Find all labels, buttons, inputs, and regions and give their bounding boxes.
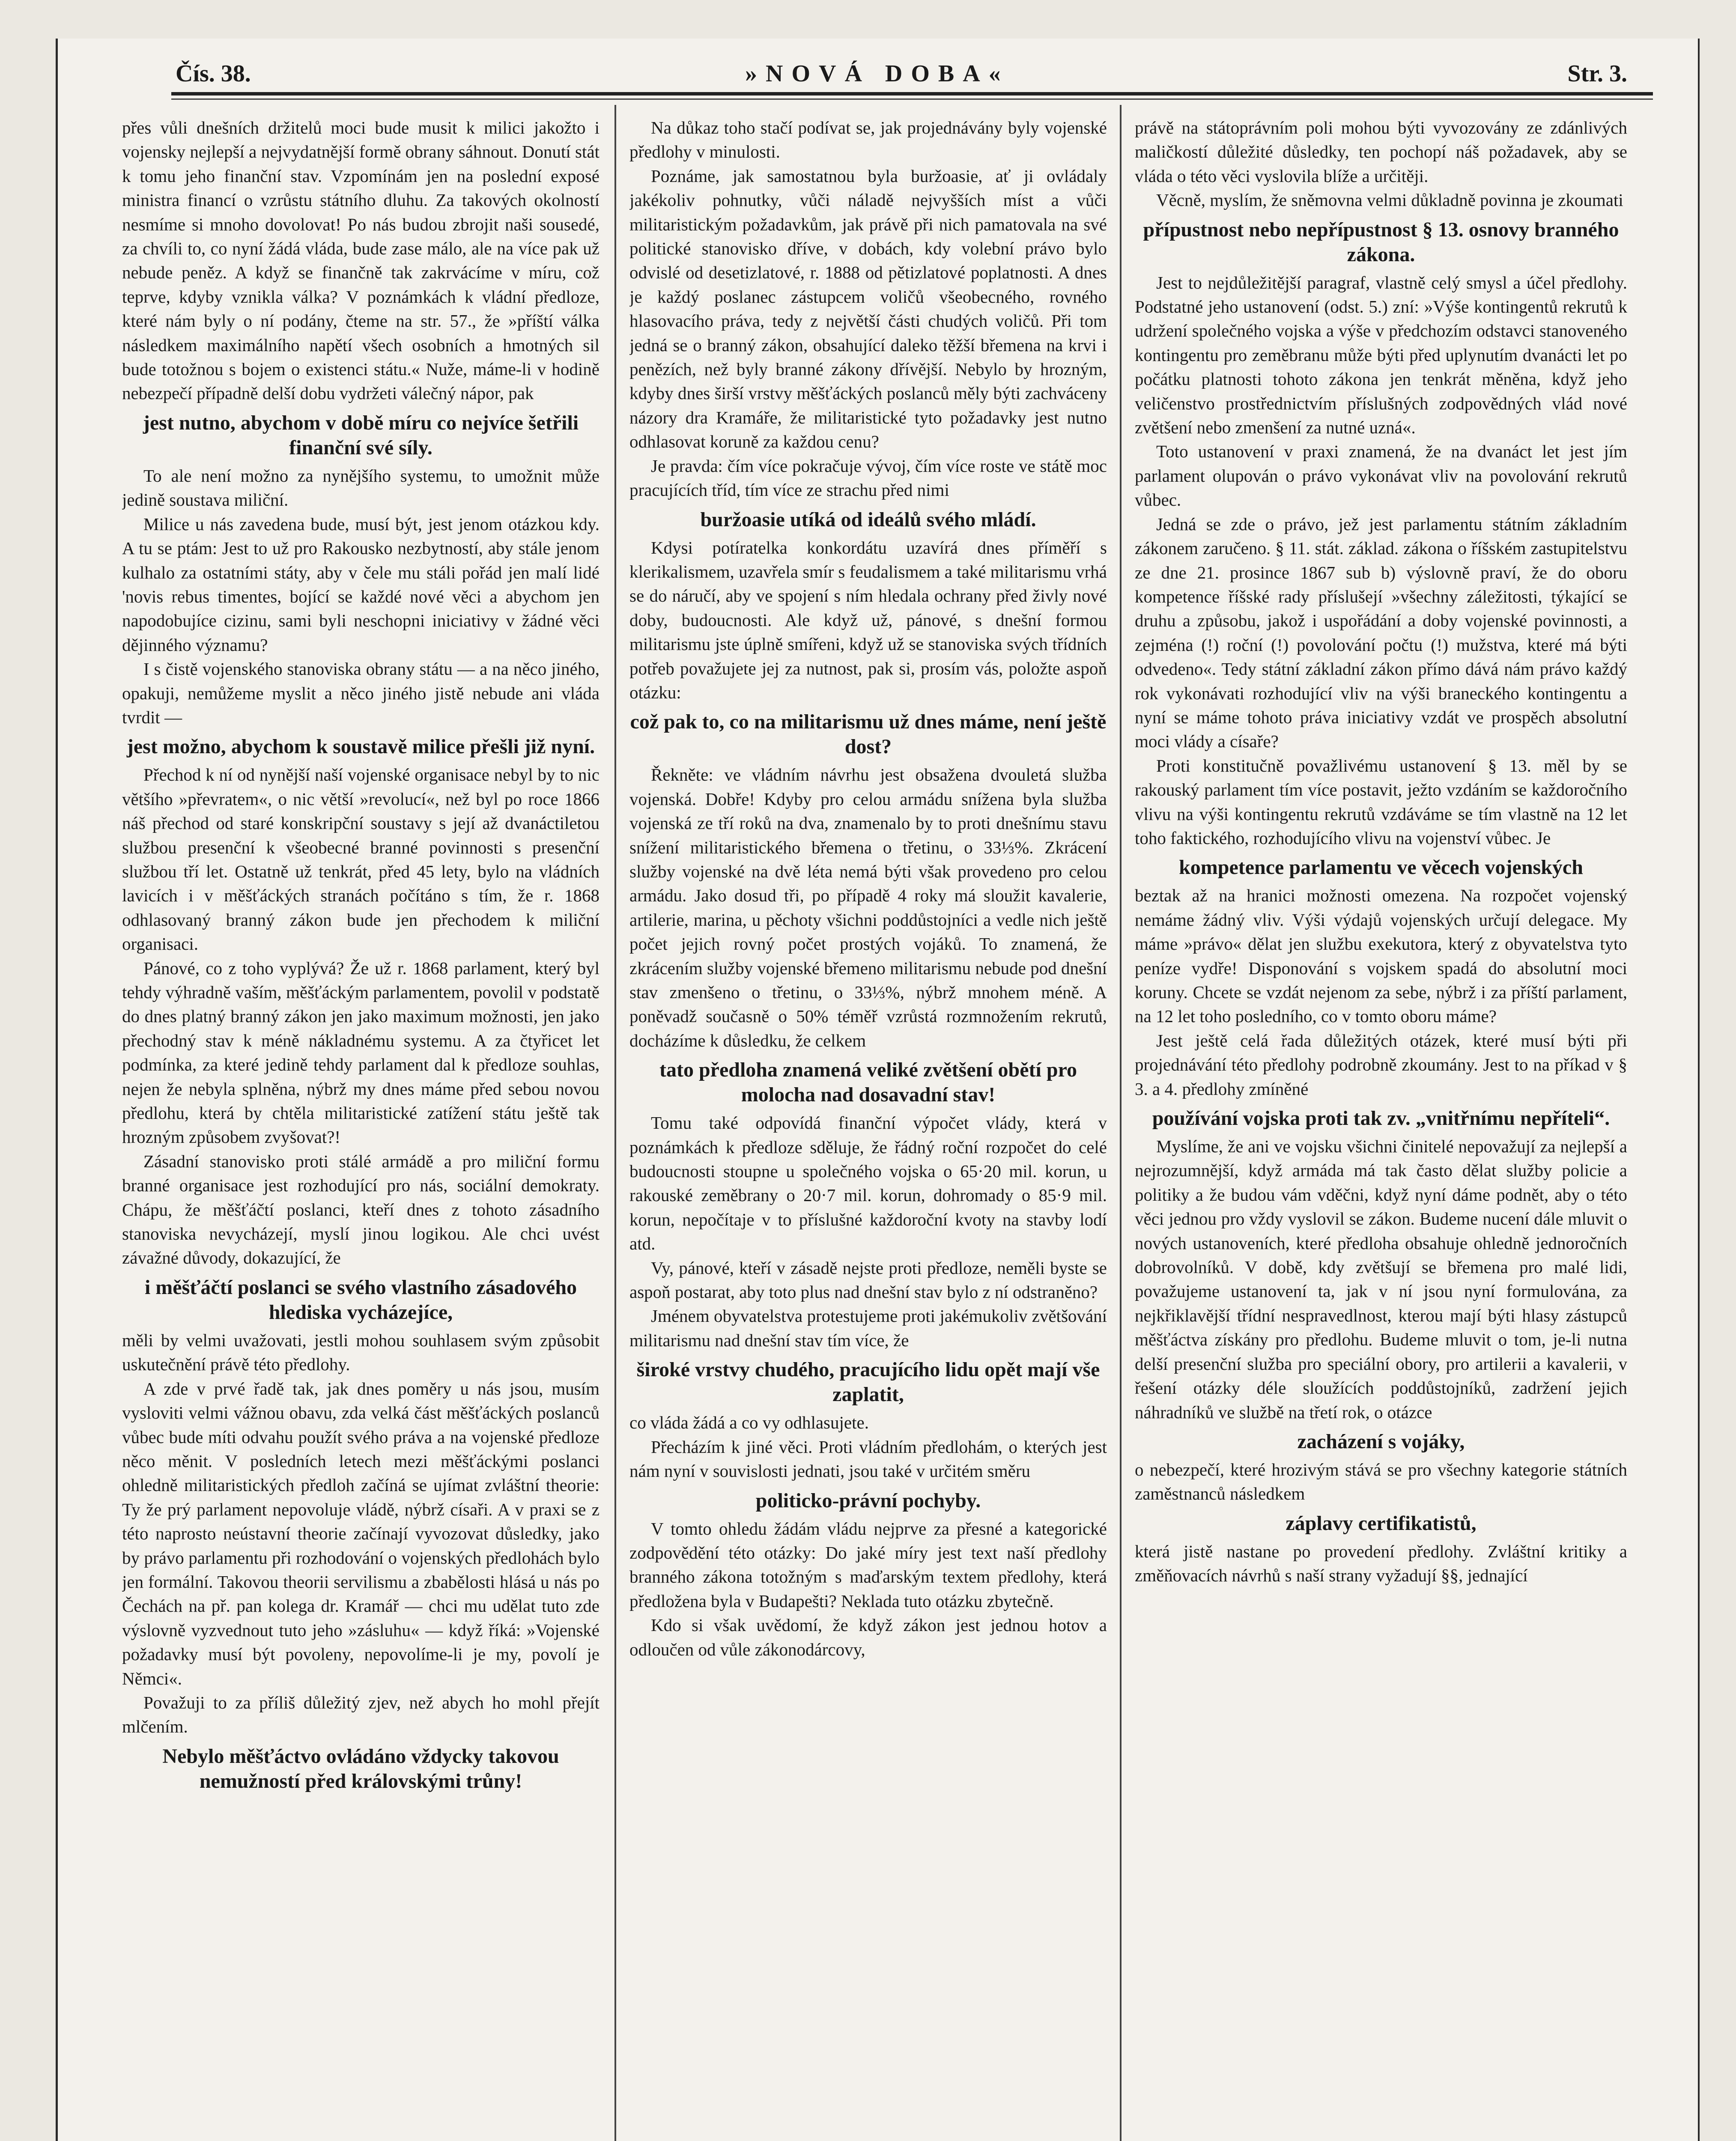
article-paragraph: Věcně, myslím, že sněmovna velmi důkladně povinna je zkoumati (1156, 190, 1623, 210)
article-paragraph: I s čistě vojenského stanoviska obrany státu — a na něco jiného, opakuji, nemůžeme myslit a něco jiného jistě nebude ani vláda tvrdit — (122, 659, 600, 727)
article-paragraph: Myslíme, že ani ve vojsku všichni činitelé nepovažují za nejlepší a nejrozumnější, když armáda má tak často dělat služby policie a politiky a že budou vám vděčni, když nyní dáme podnět, aby o této věci jednou pro vždy vyslovil se zákon. Budeme nucení dále mluvit o nových ustanoveních, které předloha obsahuje ohledně jednoročních dobrovolníků. V době, kdy zvětšují se břemena pro malé lidi, považujeme ustanovení ta, jak v ní jsou nyní formulována, za nejkřiklavější třídní nespravedlnost, kterou mají býti hlasy zástupců měšťáctva získány pro předlohu. Budeme mluvit o tom, je-li nutna delší presenční služba pro speciální obory, pro artilerii a kavalerii, v řešení otázky déle sloužících poddůstojníků, zadržení jejich náhradníků ve službě na třetí rok, o otázce (1135, 1136, 1627, 1422)
newspaper-title: »NOVÁ DOBA« (745, 60, 1009, 87)
section-heading: jest nutno, abychom v době míru co nejvíce šetřili finanční své síly. (143, 411, 579, 459)
article-paragraph: Toto ustanovení v praxi znamená, že na dvanáct let jest jím parlament olupován o právo vykonávat vliv na povolování rekrutů vůbec. (1135, 441, 1627, 510)
article-paragraph: A zde v prvé řadě tak, jak dnes poměry u nás jsou, musím vysloviti velmi vážnou obavu, zda velká část měšťáckých poslanců vůbec bude míti odvahu použít svého práva a na vojenské předloze něco měnit. V posledních letech mezi měšťáckými poslanci ohledně militaristických předloh začíná se ujímat zvláštní theorie: Ty že prý parlament nepovoluje vládě, nýbrž císaři. A v praxi se z této naprosto neústavní theorie začínají vyvozovat důsledky, jako by právo parlamentu při rozhodování o vojenských předlohách bylo jen formální. Takovou theorii servilismu a zbabělosti hlásá u nás po Čechách na př. pan kolega dr. Kramář — chci mu udělat tuto zde výslovně vyzvednout tuto jeho »zásluhu« — když říká: »Vojenské požadavky musí být povoleny, nepovolíme-li je my, povolí je Němci«. (122, 1378, 600, 1688)
section-heading: jest možno, abychom k soustavě milice přešli již nyní. (126, 735, 595, 758)
article-paragraph: Přecházím k jiné věci. Proti vládním předlohám, o kterých jest nám nyní v souvislosti jednati, jsou také v určitém směru (629, 1437, 1107, 1481)
article-paragraph: Je pravda: čím více pokračuje vývoj, čím více roste ve státě moc pracujících tříd, tím více ze strachu před nimi (629, 456, 1107, 500)
section-heading: kompetence parlamentu ve věcech vojenských (1179, 856, 1583, 879)
article-paragraph: Zásadní stanovisko proti stálé armádě a pro miliční formu branné organisace jest rozhodující pro nás, sociální demokraty. Chápu, že měšťáčtí poslanci, kteří dnes z tohoto zásadního stanoviska nevycházejí, myslí jinou logikou. Ale chci uvést závažné důvody, dokazující, že (122, 1151, 600, 1268)
section-heading: používání vojska proti tak zv. „vnitřnímu nepříteli“. (1152, 1107, 1610, 1130)
article-paragraph: měli by velmi uvažovati, jestli mohou souhlasem svým způsobit uskutečnění právě této předlohy. (122, 1330, 600, 1375)
section-heading: politicko-právní pochyby. (755, 1489, 981, 1512)
column-3 (1135, 116, 1627, 2141)
section-heading: buržoasie utíká od ideálů svého mládí. (700, 508, 1036, 531)
article-paragraph: Považuji to za příliš důležitý zjev, než abych ho mohl přejít mlčením. (122, 1692, 600, 1737)
column-separator (614, 105, 616, 2141)
section-heading: tato předloha znamená veliké zvětšení obětí pro molocha nad dosavadní stav! (659, 1059, 1077, 1106)
header-rule (171, 92, 1653, 95)
article-paragraph: Milice u nás zavedena bude, musí být, jest jenom otázkou kdy. A tu se ptám: Jest to už pro Rakousko nezbytností, aby stále jenom kulhalo za ostatními státy, aby v čele mu stáli pořád jen malí lidé 'novis rebus timentes, bojící se každé nové věci a abychom jen napodobujíce cizinu, sami byli neschopni iniciativy v žádné věci dějinného významu? (122, 514, 600, 655)
article-paragraph: beztak až na hranici možnosti omezena. Na rozpočet vojenský nemáme žádný vliv. Výši výdajů vojenských určují delegace. My máme »právo« dělat jen službu exekutora, který z obyvatelstva tyto peníze vydře! Disponování s vojskem spadá do absolutní moci koruny. Chcete se vzdát nejenom za sebe, nýbrž i za příští parlament, na 12 let toho posledního, co v tomto oboru máme? (1135, 886, 1627, 1026)
article-paragraph: Přechod k ní od nynější naší vojenské organisace nebyl by to nic většího »převratem«, o nic větší »revolucí«, než byl po roce 1866 náš přechod od staré konskripční soustavy s její až dvanáctiletou službou presenční k všeobecné branné povinnosti s presenční službou tří let. Ostatně už tenkrát, před 45 lety, bylo na vládních lavicích i v měšťáckých stranách počítáno s tím, že r. 1868 odhlasovaný branný zákon bude jen přechodem k miliční organisaci. (122, 765, 600, 954)
article-paragraph: Jest ještě celá řada důležitých otázek, které musí býti při projednávání této předlohy podrobně zkoumány. Jest to na příkad v § 3. a 4. předlohy zmíněné (1135, 1030, 1627, 1099)
article-paragraph: přes vůli dnešních držitelů moci bude musit k milici jakožto i vojensky nejlepší a nejvydatnější formě obrany sáhnout. Donutí stát k tomu jeho finanční stav. Vzpomínám jen na poslední exposé ministra financí o vzrůstu státního dluhu. Za takových okolností nesmíme si mnoho dovolovat! Po nás budou zbrojit naši sousedé, za chvíli to, co nyní žádá vláda, bude zase málo, ale na více pak už nebude peněz. A když se finančně tak zakrvácíme v míru, což teprve, kdyby vznikla válka? V poznámkách k vládní předloze, které nám byly o ní podány, čteme na str. 57., že »příští válka následkem maximálního napětí všech osobních a hmotných sil bude totožnou s bojem o existenci státu.« Nuže, máme-li v hodině nebezpečí případně delší dobu vydržeti válečný nápor, pak (122, 118, 600, 403)
article-paragraph: Kdo si však uvědomí, že když zákon jest jednou hotov a odloučen od vůle zákonodárcovy, (629, 1615, 1107, 1659)
masthead (124, 60, 1666, 94)
article-paragraph: Pánové, co z toho vyplývá? Že už r. 1868 parlament, který byl tehdy výhradně vaším, měšťáckým parlamentem, povolil v podstatě do dnes platný branný zákon jen jako maximum možnosti, jen jako přechodný stav k méně nákladnému systemu. A za čtyřicet let podmínka, za které jedině tehdy parlament dal k předloze souhlas, nejen že nebyla splněna, nýbrž my dnes máme před sebou novou předlohu, která by chtěla militaristické zatížení státu ještě tak hrozným způsobem zvyšovat?! (122, 958, 600, 1147)
section-heading: Nebylo měšťáctvo ovládáno vždycky takovou nemužností před královskými trůny! (162, 1744, 559, 1792)
article-paragraph: právě na státoprávním poli mohou býti vyvozovány ze zdánlivých maličkostí důležité důsledky, ten pochopí náš požadavek, aby se vláda o této věci vyslovila blíže a určitěji. (1135, 118, 1627, 186)
section-heading: i měšťáčtí poslanci se svého vlastního zásadového hlediska vycházejíce, (144, 1276, 577, 1324)
article-paragraph: Řekněte: ve vládním návrhu jest obsažena dvouletá služba vojenská. Dobře! Kdyby pro celou armádu snížena byla služba vojenská ze tří roků na dva, znamenalo by to proti dnešnímu stavu snížení militaristického břemena o třetinu, o 33⅓%. Zkrácení služby vojenské na dvě léta nemá býti však provedeno pro celou armádu. Jako dosud tři, po případě 4 roky má sloužit kavalerie, artilerie, marina, u pěchoty všichni poddůstojníci a vedle nich ještě počet jejich rovný počet prostých vojáků. To znamená, že zkrácením služby vojenské břemeno militarismu nebude pod dnešní stav zmenšeno o třetinu, o 33⅓%, nýbrž mnohem méně. A poněvadž současně o 50% téměř vzrůstá rozmnožením rekrutů, docházíme k důsledku, že celkem (629, 765, 1107, 1050)
section-heading: což pak to, co na militarismu už dnes máme, není ještě dost? (630, 710, 1107, 758)
section-heading: záplavy certifikatistů, (1286, 1512, 1476, 1535)
column-1 (122, 116, 600, 2141)
article-paragraph: co vláda žádá a co vy odhlasujete. (629, 1413, 869, 1433)
page-number: Str. 3. (1567, 60, 1627, 87)
section-heading: přípustnost nebo nepřípustnost § 13. osnovy branného zákona. (1143, 218, 1619, 266)
article-paragraph: Vy, pánové, kteří v zásadě nejste proti předloze, neměli byste se aspoň postarat, aby toto plus nad dnešní stav bylo z ní odstraněno? (629, 1258, 1107, 1302)
issue-number: Čís. 38. (176, 60, 251, 87)
section-heading: zacházení s vojáky, (1297, 1430, 1465, 1453)
article-paragraph: o nebezpečí, které hrozivým stává se pro všechny kategorie státních zaměstnanců následkem (1135, 1459, 1627, 1504)
header-rule-thin (171, 98, 1653, 100)
article-paragraph: V tomto ohledu žádám vládu nejprve za přesné a kategorické zodpovědění této otázky: Do jaké míry jest text naší předlohy branného zákona totožným s maďarským textem předlohy, která předložena byla v Budapešti? Neklada tuto otázku zbytečně. (629, 1518, 1107, 1611)
article-paragraph: která jistě nastane po provedení předlohy. Zvláštní kritiky a změňovacích návrhů s naší strany vyžadují §§, jednající (1135, 1541, 1627, 1586)
column-separator (1120, 105, 1122, 2141)
article-paragraph: Jedná se zde o právo, jež jest parlamentu státním základním zákonem zaručeno. § 11. stát. základ. zákona o říšském zastupitelstvu ze dne 21. prosince 1867 sub b) výslovně praví, že do oboru kompetence říšské rady příslušejí »všechny záležitosti, týkající se druhu a způsobu, jakož i uspořádání a doby vojenské povinnosti, a zejména (!) roční (!) povolování počtu (!) mužstva, které má býti odvedeno«. Tedy státní základní zákon přímo dává nám právo každý rok vykonávati rozhodující vliv na výši braneckého kontingentu a nyní se máme tohoto práva iniciativy vzdát ve prospěch absolutní moci vlády a císaře? (1135, 514, 1627, 751)
article-paragraph: Poznáme, jak samostatnou byla buržoasie, ať ji ovládaly jakékoliv pohnutky, vůči náladě nejvyšších míst a vůči militaristickým požadavkům, jak právě při nich pamatovala na své politické stanovisko dříve, v dobách, kdy volební právo bylo odvislé od desetizlatové, r. 1888 od pětizlatové poplatnosti. A dnes je každý poslanec zástupcem voličů všeobecného, rovného hlasovacího práva, tedy z největší části chudých voličů. Při tom jedná se o branný zákon, obsahující daleko těžší břemena na krvi i penězích, než byly branné zákony dřívější. Nebylo by hrozným, kdyby dnes širší vrstvy měšťáckých poslanců měly býti zachváceny názory dra Kramáře, že militaristické tyto požadavky jest nutno odhlasovat koruně za každou cenu? (629, 166, 1107, 452)
article-paragraph: Proti konstitučně považlivému ustanovení § 13. měl by se rakouský parlament tím více postavit, ježto vzdáním se každoročního vlivu na výši kontingentu rekrutů vzdáváme se tím vlastně na 12 let toho faktického, rozhodujícího vlivu na vojenství vůbec. Je (1135, 755, 1627, 848)
article-paragraph: Na důkaz toho stačí podívat se, jak projednávány byly vojenské předlohy v minulosti. (629, 118, 1107, 162)
article-paragraph: Tomu také odpovídá finanční výpočet vlády, která v poznámkách k předloze sděluje, že řádný roční rozpočet do celé budoucnosti stoupne u společného vojska o 65·20 mil. korun, u rakouské zeměbrany o 20·7 mil. korun, dohromady o 85·9 mil. korun, nepočítaje v to příslušné každoroční kvoty na stavby lodí atd. (629, 1113, 1107, 1254)
section-heading: široké vrstvy chudého, pracujícího lidu opět mají vše zaplatit, (636, 1358, 1100, 1406)
article-paragraph: Jest to nejdůležitější paragraf, vlastně celý smysl a účel předlohy. Podstatné jeho ustanovení (odst. 5.) zní: »Výše kontingentů rekrutů k udržení společného vojska a výše v předchozím odstavci stanoveného kontingentu pro zeměbranu může býti před uplynutím dvanácti let po počátku platnosti tohoto zákona jen tenkrát měněna, když jeho veličenstvo prostřednictvím příslušných zodpovědných vlád nové zvětšení nebo zmenšení za nutné uzná«. (1135, 272, 1627, 438)
article-paragraph: Jménem obyvatelstva protestujeme proti jakémukoliv zvětšování militarismu nad dnešní stav tím více, že (629, 1306, 1107, 1350)
column-2 (629, 116, 1107, 2141)
article-paragraph: Kdysi potíratelka konkordátu uzavírá dnes příměří s klerikalismem, uzavřela smír s feudalismem a také militarismu vrhá se do náručí, aby ve spojení s ním hledala ochrany před živly nové doby, budoucnosti. Ale když už, pánové, s dnešní formou militarismu jste úplně smířeni, když už se stanoviska svých třídních potřeb považujete jej za nutnost, pak si, prosím vás, položte aspoň otázku: (629, 537, 1107, 702)
article-paragraph: To ale není možno za nynějšího systemu, to umožnit může jedině soustava miliční. (122, 465, 600, 510)
